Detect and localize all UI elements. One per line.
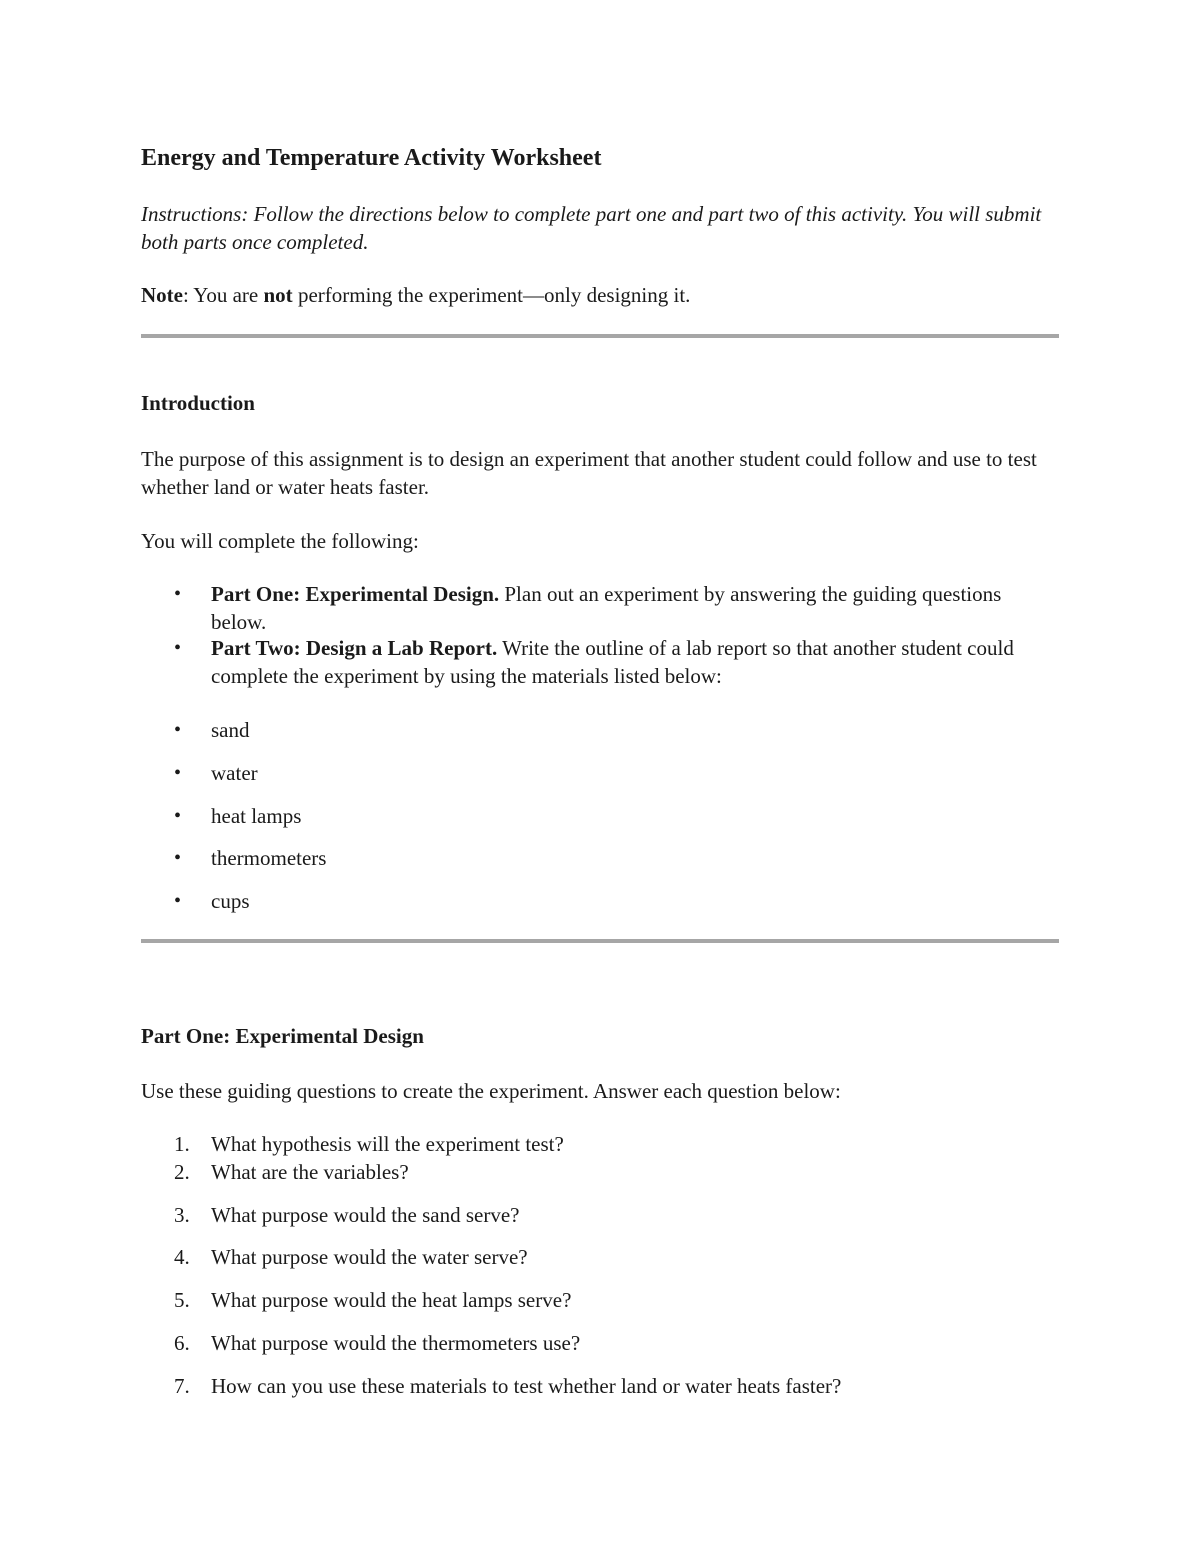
- following-text: You will complete the following:: [141, 529, 419, 553]
- material-label: thermometers: [211, 846, 327, 870]
- bullet-icon: •: [174, 847, 182, 869]
- question-number: 7.: [174, 1374, 190, 1398]
- bullet-icon: •: [174, 890, 182, 912]
- material-label: sand: [211, 718, 250, 742]
- part-text: Write the outline of a lab report so that another student could complete the experiment by using the materials listed below:: [211, 636, 1014, 688]
- part-description: [211, 634, 1059, 690]
- question-number: 3.: [174, 1203, 190, 1227]
- bullet-icon: •: [174, 637, 182, 659]
- question-text: What purpose would the sand serve?: [211, 1203, 520, 1227]
- question-number: 4.: [174, 1245, 190, 1269]
- part-label: Part One: Experimental Design.: [211, 582, 500, 606]
- section-divider: [141, 939, 1059, 943]
- list-item: [141, 580, 1059, 636]
- question-text: What purpose would the water serve?: [211, 1245, 528, 1269]
- note-line: [141, 281, 690, 309]
- question-number: 5.: [174, 1288, 190, 1312]
- material-label: cups: [211, 889, 250, 913]
- part-text: Plan out an experiment by answering the guiding questions below.: [211, 582, 1002, 634]
- part-label: Part Two: Design a Lab Report.: [211, 636, 498, 660]
- introduction-heading: Introduction: [141, 391, 255, 415]
- page-title: Energy and Temperature Activity Worksheet: [141, 145, 602, 171]
- bullet-icon: •: [174, 719, 182, 741]
- question-number: 2.: [174, 1160, 190, 1184]
- bullet-icon: •: [174, 805, 182, 827]
- bullet-icon: •: [174, 762, 182, 784]
- question-text: What purpose would the thermometers use?: [211, 1331, 581, 1355]
- question-text: What are the variables?: [211, 1160, 409, 1184]
- material-label: water: [211, 761, 258, 785]
- note-emphasis: not: [263, 283, 293, 307]
- introduction-paragraph: The purpose of this assignment is to design an experiment that another student could follow and use to test whether land or water heats faster.: [141, 447, 1037, 499]
- question-text: How can you use these materials to test whether land or water heats faster?: [211, 1374, 842, 1398]
- note-label: Note: [141, 283, 183, 307]
- bullet-icon: •: [174, 583, 182, 605]
- note-text-after: performing the experiment—only designing it.: [292, 283, 691, 307]
- list-item: [141, 634, 1059, 690]
- section-divider: [141, 334, 1059, 338]
- note-text-before: : You are: [182, 283, 264, 307]
- part-one-heading: Part One: Experimental Design: [141, 1024, 424, 1048]
- question-text: What purpose would the heat lamps serve?: [211, 1288, 572, 1312]
- guide-text: Use these guiding questions to create the experiment. Answer each question below:: [141, 1079, 841, 1103]
- instructions-text: Instructions: Follow the directions below to complete part one and part two of this activity. You will submit both parts once completed.: [141, 202, 1042, 254]
- part-description: [211, 580, 1059, 636]
- question-text: What hypothesis will the experiment test?: [211, 1132, 564, 1156]
- question-number: 1.: [174, 1132, 190, 1156]
- material-label: heat lamps: [211, 804, 302, 828]
- question-number: 6.: [174, 1331, 190, 1355]
